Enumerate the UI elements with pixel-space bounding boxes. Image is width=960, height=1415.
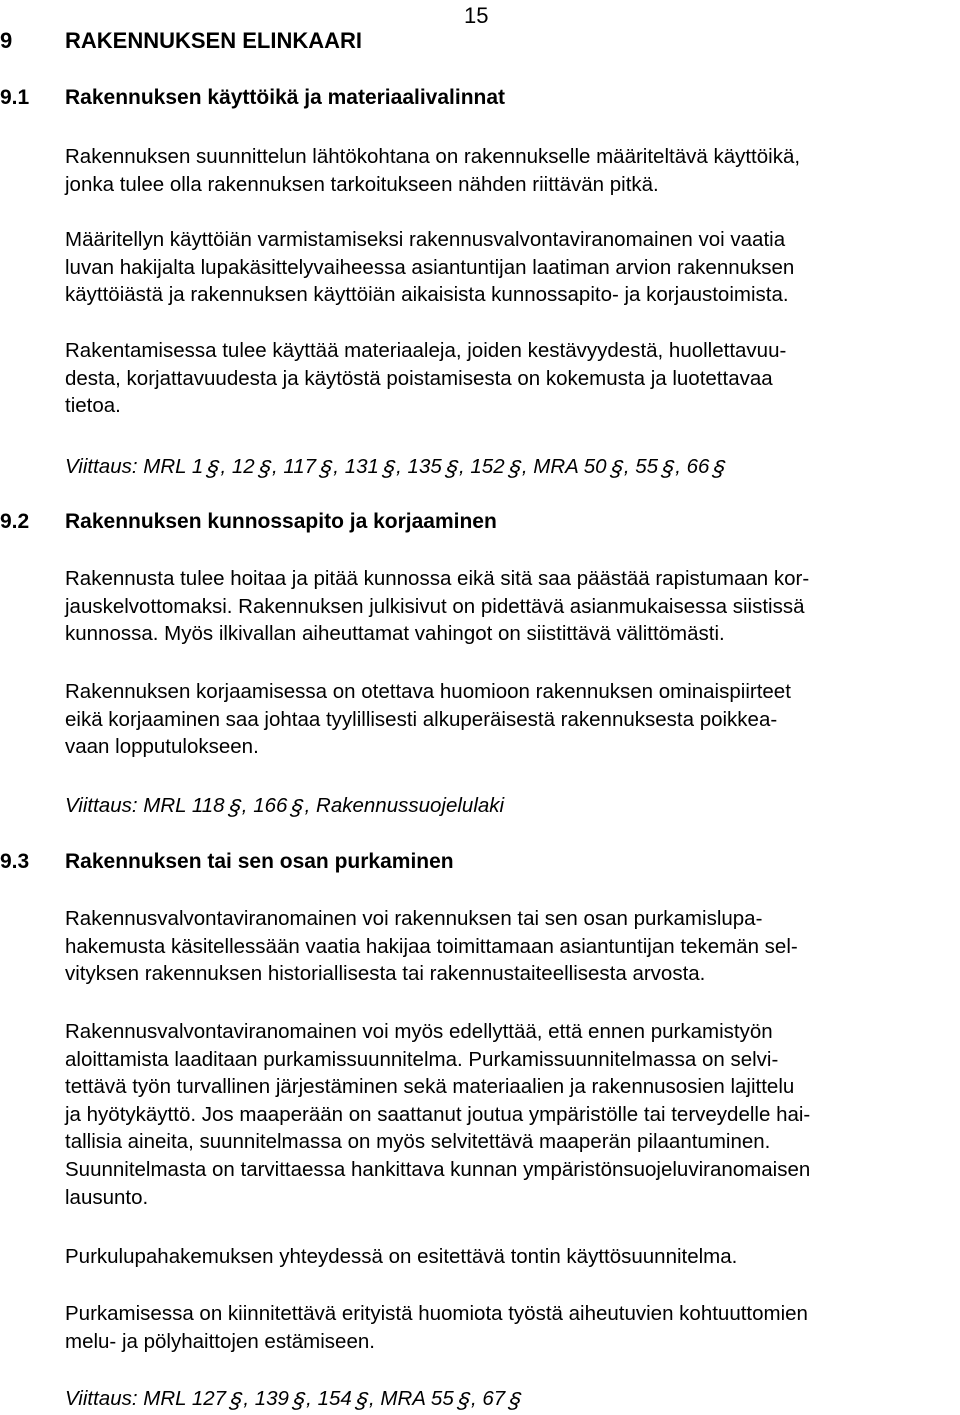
text-line: tietoa. [65, 394, 121, 418]
section-symbol: § [289, 795, 306, 820]
text-line: Rakennuksen suunnittelun lähtökohtana on rakennukselle määriteltävä käyttöikä, [65, 145, 801, 168]
text-line: luvan hakijalta lupakäsittelyvaiheessa asiantuntijan laatiman arvion rakennuksen [65, 255, 795, 279]
section-symbol: § [228, 1388, 245, 1413]
reference-line [65, 1384, 522, 1413]
chapter-title: RAKENNUKSEN ELINKAARI [65, 28, 363, 53]
reference-label: Viittaus: [65, 1387, 144, 1410]
section-symbol: § [205, 456, 222, 481]
reference-tail: , Rakennussuojelulaki [304, 794, 505, 817]
reference-item: , MRA 50 [521, 455, 607, 478]
paragraph [65, 565, 960, 648]
reference-item: , 117 [271, 455, 317, 478]
text-line: tettävä työn turvallinen järjestäminen sekä materiaalien ja rakennusosien lajittelu [65, 1075, 795, 1099]
text-line: jonka tulee olla rakennuksen tarkoitukseen nähden riittävän pitkä. [65, 172, 659, 196]
section-symbol: § [506, 456, 523, 481]
section-symbol: § [456, 1388, 472, 1413]
text-line: aloittamista laaditaan purkamissuunnitelma. Purkamissuunnitelmassa on selvi- [65, 1047, 779, 1071]
text-line: Rakennusvalvontaviranomainen voi rakennuksen tai sen osan purkamislupa- [65, 907, 763, 930]
reference-item: MRL 127 [143, 1387, 227, 1410]
reference-item: , 139 [243, 1387, 289, 1410]
section-symbol: § [291, 1388, 307, 1413]
text-line: käyttöiästä ja rakennuksen käyttöiän aikaisista kunnossapito- ja korjaustoimista. [65, 283, 789, 307]
text-line: lausunto. [65, 1185, 149, 1209]
reference-item: , 66 [675, 455, 710, 478]
reference-item: , 166 [241, 794, 288, 817]
section-number: 9.1 [0, 86, 30, 109]
paragraph [65, 905, 960, 988]
paragraph [65, 1243, 960, 1271]
section-symbol: § [257, 456, 273, 481]
section-symbol: § [381, 456, 397, 481]
text-line: melu- ja pölyhaittojen estämiseen. [65, 1329, 375, 1353]
paragraph [65, 1018, 960, 1211]
section-title: Rakennuksen kunnossapito ja korjaaminen [65, 510, 497, 533]
paragraph [65, 1300, 960, 1355]
text-line: desta, korjattavuudesta ja käytöstä poistamisesta on kokemusta ja luotettavaa [65, 366, 773, 390]
text-line: vityksen rakennuksen historiallisesta tai rakennustaiteellisesta arvosta. [65, 962, 706, 986]
reference-label: Viittaus: [65, 455, 144, 478]
reference-item: , 135 [396, 455, 442, 478]
text-line: vaan lopputulokseen. [65, 735, 259, 759]
text-line: kunnossa. Myös ilkivallan aiheuttamat vahingot on siistittävä välittömästi. [65, 622, 725, 646]
section-symbol: § [354, 1388, 370, 1413]
text-line: jauskelvottomaksi. Rakennuksen julkisivut on pidettävä asianmukaisessa siistissä [65, 594, 805, 618]
section-symbol: § [507, 1388, 524, 1413]
text-line: Rakennusvalvontaviranomainen voi myös edellyttää, että ennen purkamistyön [65, 1020, 773, 1043]
text-line: Määritellyn käyttöiän varmistamiseksi rakennusvalvontaviranomainen voi vaatia [65, 228, 786, 251]
page-number: 15 [464, 3, 489, 28]
reference-item: , 12 [220, 455, 255, 478]
paragraph [65, 143, 960, 198]
reference-item: , 67 [470, 1387, 506, 1410]
section-title: Rakennuksen tai sen osan purkaminen [65, 850, 454, 873]
section-symbol: § [660, 456, 677, 481]
reference-label: Viittaus: [65, 794, 144, 817]
reference-item: , 131 [333, 455, 379, 478]
reference-item: MRL 1 [143, 455, 204, 478]
paragraph [65, 337, 960, 420]
reference-item: , 55 [623, 455, 659, 478]
section-number: 9.3 [0, 850, 30, 873]
reference-line [65, 452, 727, 481]
reference-item: , MRA 55 [369, 1387, 454, 1410]
paragraph [65, 226, 960, 309]
text-line: ja hyötykäyttö. Jos maaperään on saattanut joutua ympäristölle tai terveydelle hai- [65, 1102, 811, 1126]
section-symbol: § [711, 456, 728, 481]
text-line: tallisia aineita, suunnitelmassa on myös selvitettävä maaperän pilaantuminen. [65, 1130, 771, 1154]
text-line: Purkulupahakemuksen yhteydessä on esitettävä tontin käyttösuunnitelma. [65, 1245, 738, 1268]
text-line: Rakentamisessa tulee käyttää materiaaleja, joiden kestävyydestä, huollettavuu- [65, 339, 787, 362]
text-line: Rakennusta tulee hoitaa ja pitää kunnossa eikä sitä saa päästää rapistumaan kor- [65, 567, 810, 590]
reference-item: , 154 [306, 1387, 352, 1410]
text-line: eikä korjaaminen saa johtaa tyylillisesti alkuperäisestä rakennuksesta poikkea- [65, 707, 778, 731]
text-line: Suunnitelmasta on tarvittaessa hankittava kunnan ympäristönsuojeluviranomaisen [65, 1157, 811, 1181]
section-symbol: § [444, 456, 460, 481]
paragraph [65, 678, 960, 761]
section-symbol: § [318, 456, 335, 481]
text-line: hakemusta käsitellessään vaatia hakijaa toimittamaan asiantuntijan tekemän sel- [65, 934, 798, 958]
reference-item: , 152 [459, 455, 505, 478]
section-symbol: § [608, 456, 625, 481]
reference-item: MRL 118 [143, 794, 225, 817]
chapter-number: 9 [0, 28, 13, 53]
reference-line [65, 791, 504, 820]
section-number: 9.2 [0, 510, 30, 533]
section-title: Rakennuksen käyttöikä ja materiaalivalinnat [65, 86, 506, 109]
text-line: Purkamisessa on kiinnitettävä erityistä huomiota työstä aiheutuvien kohtuuttomien [65, 1302, 808, 1325]
section-symbol: § [226, 795, 243, 820]
text-line: Rakennuksen korjaamisessa on otettava huomioon rakennuksen ominaispiirteet [65, 680, 791, 703]
